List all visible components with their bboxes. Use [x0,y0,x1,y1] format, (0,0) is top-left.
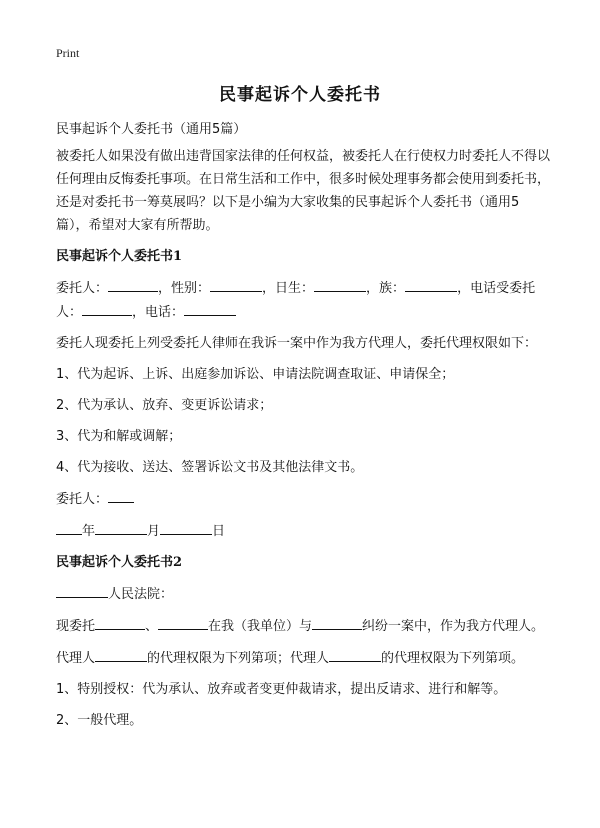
special-authority-item: 1、特别授权：代为承认、放弃或者变更仲裁请求，提出反请求、进行和解等。 [56,682,507,697]
principal-info [56,276,550,324]
agent-blank-1 [95,646,147,662]
court-line [56,582,550,606]
agent-blank [82,300,132,316]
document-body [56,118,550,740]
intro-subtitle: 民事起诉个人委托书（通用5篇） [56,122,247,137]
ethnicity-label: ，族： [366,281,406,296]
signature-label: 委托人： [56,492,109,507]
authority-scope-line [56,646,550,670]
year-label: 年 [82,524,96,539]
authority-item-4: 4、代为接收、送达、签署诉讼文书及其他法律文书。 [56,460,364,475]
delegate-blank-2 [158,614,208,630]
delegate-suffix: 纠纷一案中，作为我方代理人。 [362,619,545,634]
authorization-statement: 委托人现委托上列受委托人律师在我诉一案中作为我方代理人，委托代理权限如下： [56,336,538,351]
month-blank [95,519,147,535]
authority-item-1: 1、代为起诉、上诉、出庭参加诉讼、申请法院调查取证、申请保全； [56,367,455,382]
authority-c: 的代理权限为下列第项。 [381,651,525,666]
delegate-mid: 在我（我单位）与 [208,619,313,634]
gender-blank [210,276,262,292]
authority-a: 代理人 [56,651,96,666]
principal-blank [108,276,158,292]
signature-blank [108,487,134,503]
delegate-prefix: 现委托 [56,619,96,634]
page-title: 民事起诉个人委托书 [219,85,381,105]
delegate-blank-3 [312,614,362,630]
birth-blank [314,276,366,292]
gender-label: ，性别： [158,281,211,296]
authority-item-3: 3、代为和解或调解； [56,429,182,444]
delegation-line [56,614,550,638]
date-line [56,519,550,543]
ethnicity-blank [405,276,457,292]
section-1-heading: 民事起诉个人委托书1 [56,249,183,264]
delegate-blank-1 [95,614,145,630]
phone-label: ，电话： [132,305,185,320]
signature-line [56,487,550,511]
day-label: 日 [212,524,226,539]
authority-b: 的代理权限为下列第项；代理人 [147,651,330,666]
court-label: 人民法院： [108,587,174,602]
agent-blank-2 [329,646,381,662]
day-blank [160,519,212,535]
month-label: 月 [147,524,161,539]
print-link[interactable]: Print [56,46,80,60]
phone-agent-label: ，电话受委托人： [56,281,536,320]
phone-blank [184,300,236,316]
intro-paragraph: 被委托人如果没有做出违背国家法律的任何权益，被委托人在行使权力时委托人不得以任何理由反悔委托事项。在日常生活和工作中，很多时候处理事务都会使用到委托书，还是对委托书一筹莫展吗？以下是小编为大家收集的民事起诉个人委托书（通用5篇），希望对大家有所帮助。 [56,149,551,233]
court-blank [56,582,108,598]
section-2-heading: 民事起诉个人委托书2 [56,555,183,570]
general-agency-item: 2、一般代理。 [56,713,143,728]
year-blank [56,519,82,535]
authority-item-2: 2、代为承认、放弃、变更诉讼请求； [56,398,273,413]
principal-label: 委托人： [56,281,109,296]
birth-label: ，日生： [262,281,315,296]
delegate-sep: 、 [145,619,159,634]
